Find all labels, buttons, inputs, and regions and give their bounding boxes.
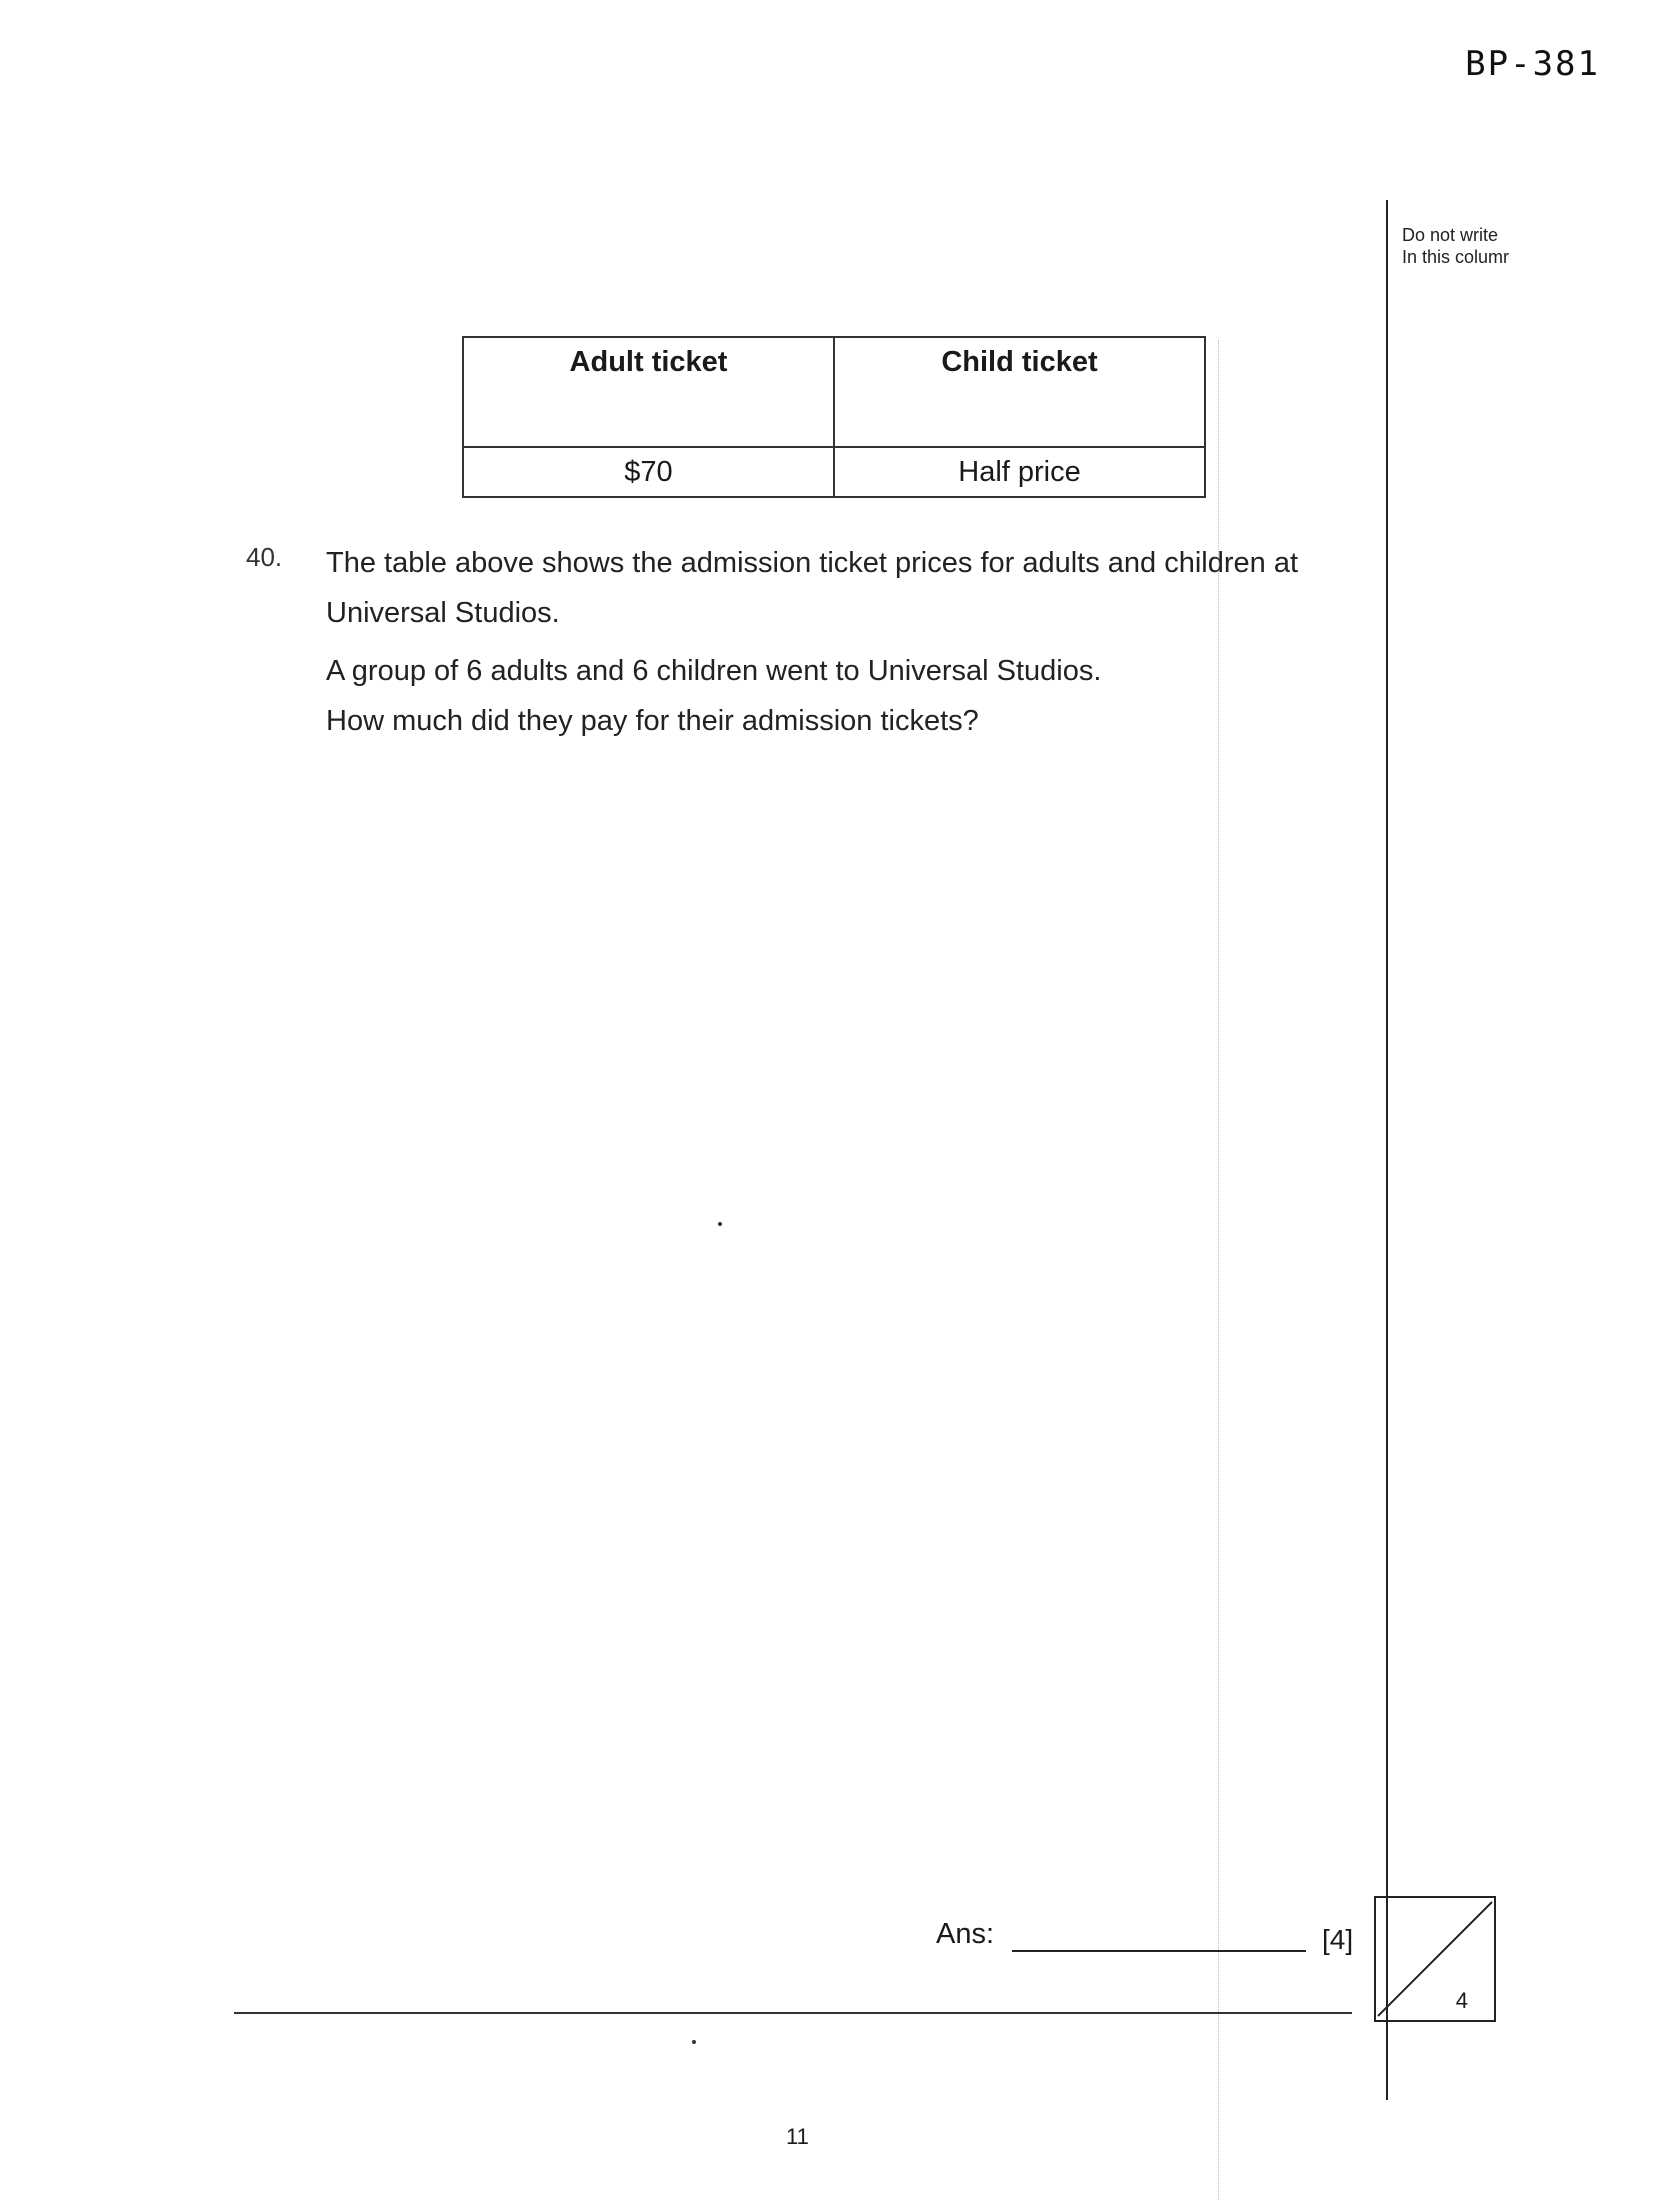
- marks-label: [4]: [1322, 1924, 1354, 1955]
- answer-label: Ans:: [936, 1918, 995, 1950]
- header-child-ticket: Child ticket: [834, 337, 1205, 447]
- adult-ticket-price: $70: [463, 447, 834, 497]
- question-line-4: How much did they pay for their admission tickets?: [326, 705, 979, 737]
- question-line-2: Universal Studios.: [326, 597, 560, 629]
- header-adult-ticket: Adult ticket: [463, 337, 834, 447]
- margin-note-line-2: In this columr: [1402, 247, 1510, 267]
- table-row: [463, 447, 1205, 497]
- child-ticket-price: Half price: [834, 447, 1205, 497]
- stray-dot: [692, 2040, 696, 2044]
- table-header-row: [463, 337, 1205, 447]
- answer-line[interactable]: [1012, 1950, 1306, 1952]
- score-diagonal: [1376, 1898, 1494, 2020]
- score-total: 4: [1455, 1988, 1468, 2013]
- ticket-price-table: [462, 336, 1206, 498]
- question-line-3: A group of 6 adults and 6 children went to Universal Studios.: [326, 655, 1102, 687]
- margin-divider: [1386, 200, 1388, 2100]
- paper-code: BP-381: [1465, 44, 1600, 84]
- bottom-rule: [234, 2012, 1352, 2014]
- margin-note-line-1: Do not write: [1402, 225, 1499, 245]
- question-text: [326, 538, 1346, 746]
- score-box: [1374, 1896, 1496, 2022]
- question-line-1: The table above shows the admission ticket prices for adults and children at: [326, 547, 1299, 579]
- margin-note: [1402, 224, 1509, 268]
- stray-dot: [718, 1222, 722, 1226]
- page-number: 11: [786, 2124, 809, 2149]
- question-number: 40.: [246, 542, 283, 572]
